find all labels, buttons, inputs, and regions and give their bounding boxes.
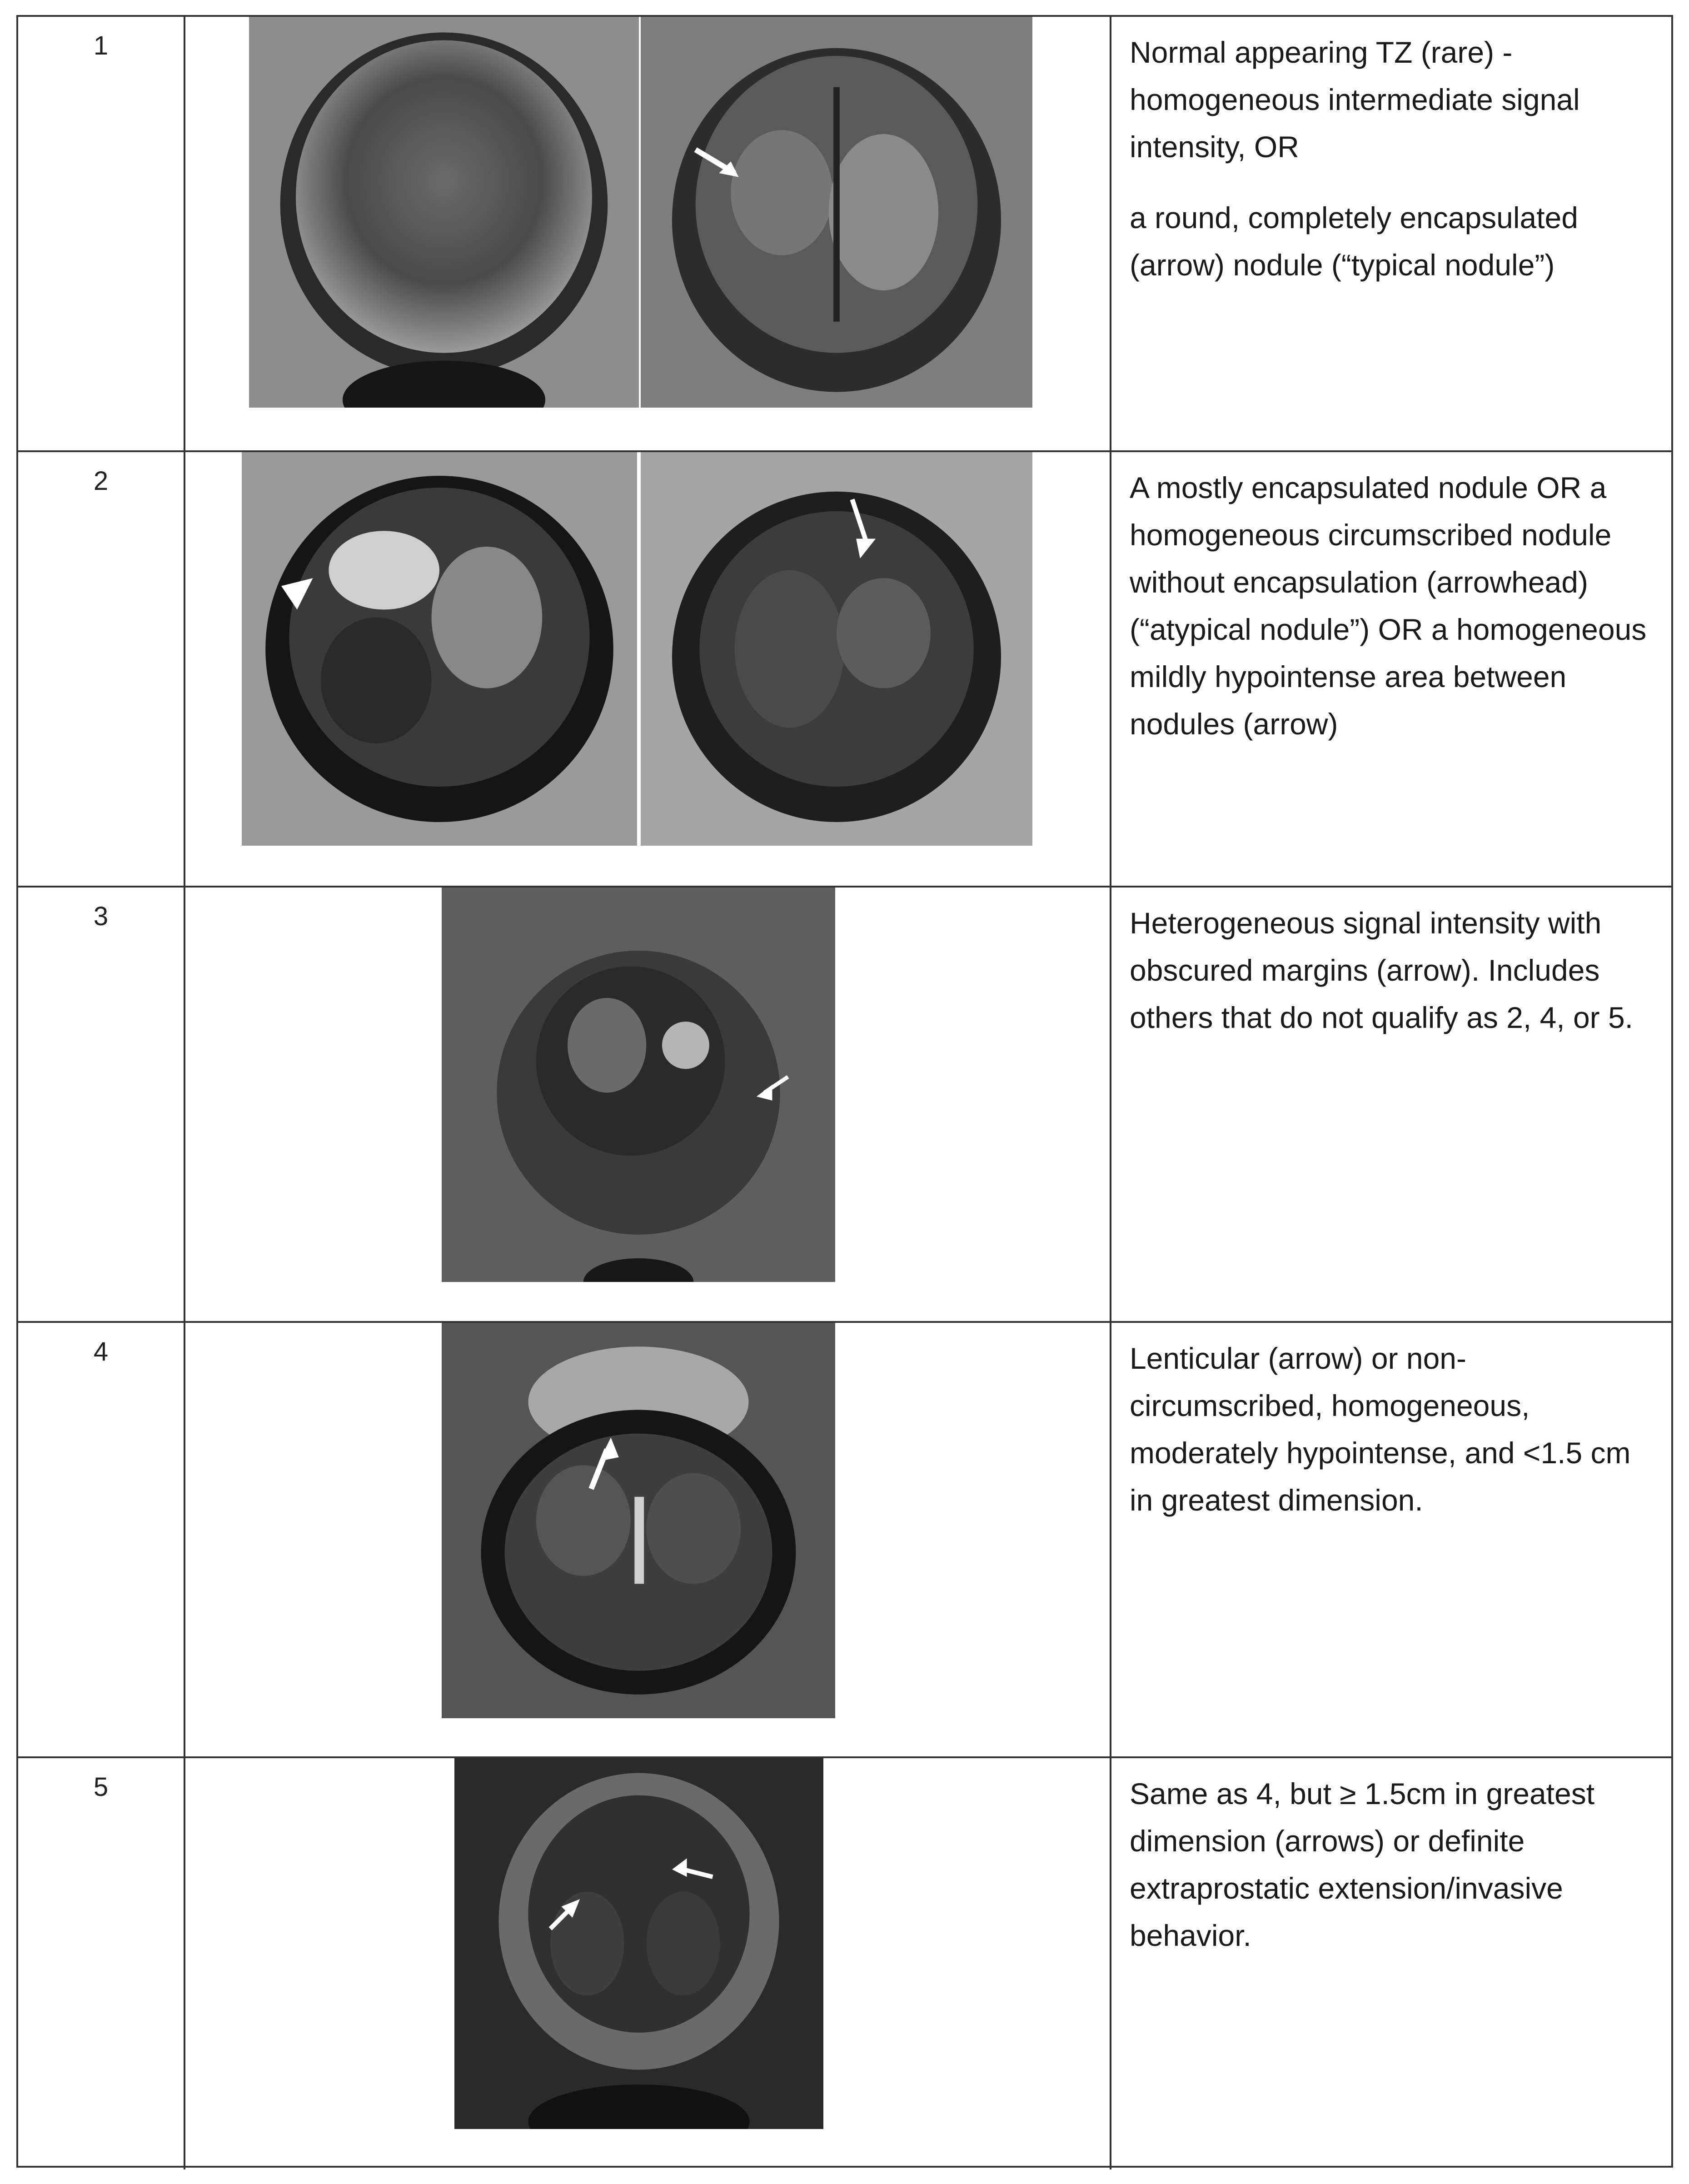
score-cell: 2 bbox=[93, 466, 109, 496]
description-text: A mostly encapsulated nodule OR a homogeneous circumscribed nodule without encapsulation (arrowhead) (“atypical nodule”) OR a homogeneous mildly hypointense area between nodules (arrow) bbox=[1130, 471, 1647, 741]
score-cell: 1 bbox=[93, 31, 109, 60]
score-cell: 4 bbox=[93, 1337, 109, 1366]
score-cell: 5 bbox=[93, 1772, 109, 1802]
mri-image-atypical-nodule bbox=[242, 452, 637, 846]
mri-image-heterogeneous bbox=[442, 888, 835, 1282]
description-text: a round, completely encapsulated (arrow) nodule (“typical nodule”) bbox=[1130, 201, 1578, 282]
description-text: Same as 4, but ≥ 1.5cm in greatest dimension (arrows) or definite extraprostatic extension/invasive behavior. bbox=[1130, 1777, 1595, 1952]
description-cell bbox=[1112, 1758, 1671, 1983]
table-row-score-5 bbox=[18, 1758, 1671, 2169]
mri-image-large-lesion bbox=[454, 1758, 823, 2129]
description-text: Heterogeneous signal intensity with obscured margins (arrow). Includes others that do not qualify as 2, 4, or 5. bbox=[1130, 906, 1634, 1034]
mri-image-lenticular bbox=[442, 1323, 835, 1718]
pirads-tz-table bbox=[16, 15, 1673, 2168]
description-text: Lenticular (arrow) or non-circumscribed, homogeneous, moderately hypointense, and <1.5 cm in greatest dimension. bbox=[1130, 1341, 1631, 1517]
description-cell bbox=[1112, 452, 1671, 771]
table-row-score-2 bbox=[18, 452, 1671, 888]
description-cell bbox=[1112, 1323, 1671, 1547]
description-text: Normal appearing TZ (rare) - homogeneous intermediate signal intensity, OR bbox=[1130, 35, 1580, 164]
mri-image-normal-tz bbox=[249, 17, 639, 408]
score-cell: 3 bbox=[93, 902, 109, 931]
table-row-score-3 bbox=[18, 888, 1671, 1323]
table-row-score-4 bbox=[18, 1323, 1671, 1758]
table-row-score-1 bbox=[18, 17, 1671, 452]
mri-image-hypointense-area bbox=[641, 452, 1032, 846]
description-cell bbox=[1112, 17, 1671, 312]
mri-image-typical-nodule bbox=[641, 17, 1032, 408]
description-cell bbox=[1112, 888, 1671, 1065]
